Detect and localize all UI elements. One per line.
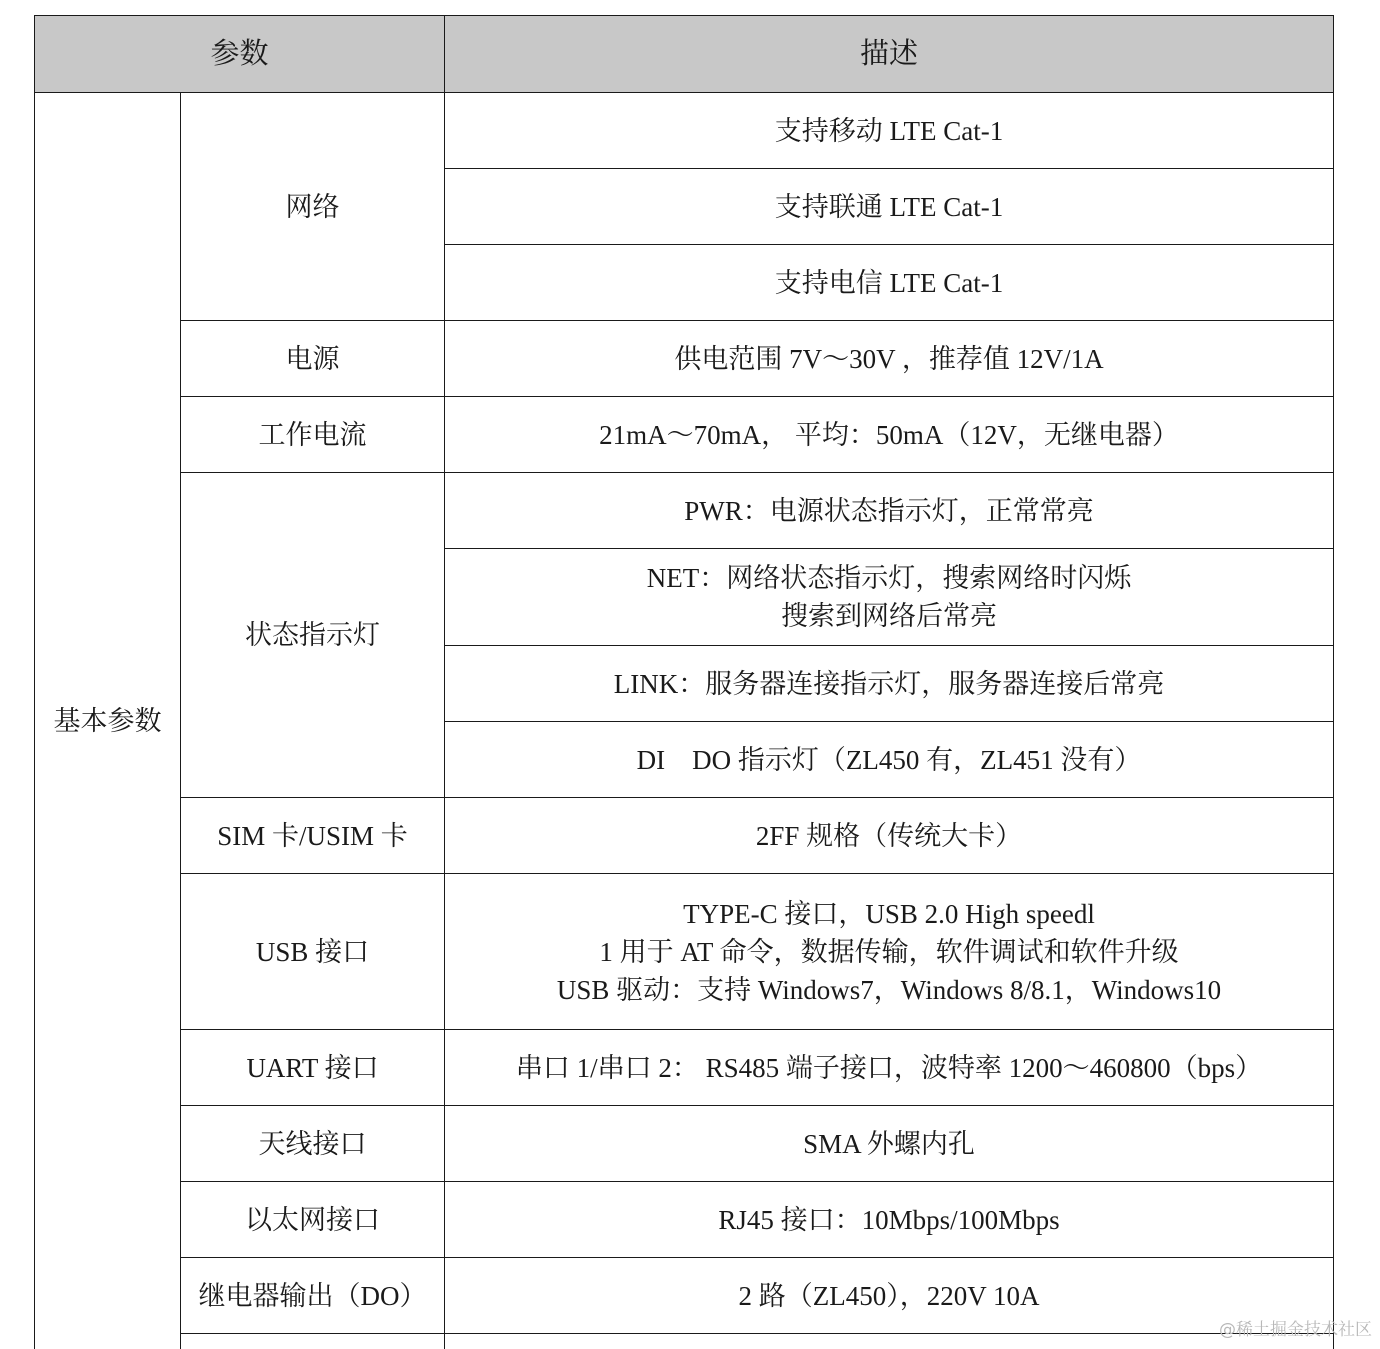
- row-label-ethernet: 以太网接口: [181, 1182, 445, 1258]
- table-row: [35, 1106, 1334, 1182]
- sim-desc: 2FF 规格（传统大卡）: [445, 798, 1334, 874]
- power-desc: 供电范围 7V～30V ，推荐值 12V/1A: [445, 321, 1334, 397]
- row-label-usb: USB 接口: [181, 874, 445, 1030]
- relay-desc: 2 路（ZL450），220V 10A: [445, 1258, 1334, 1334]
- row-label-current: 工作电流: [181, 397, 445, 473]
- network-line-1: 支持移动 LTE Cat-1: [445, 93, 1334, 169]
- row-label-leds: 状态指示灯: [181, 473, 445, 798]
- table-row: [35, 93, 1334, 169]
- led-link-desc: LINK：服务器连接指示灯，服务器连接后常亮: [445, 646, 1334, 722]
- usb-line-1: TYPE-C 接口，USB 2.0 High speedl: [451, 895, 1327, 933]
- table-row: [35, 874, 1334, 1030]
- header-row: [35, 16, 1334, 93]
- row-label-power: 电源: [181, 321, 445, 397]
- table-row: [35, 1182, 1334, 1258]
- header-param: 参数: [35, 16, 445, 93]
- uart-desc: 串口 1/串口 2： RS485 端子接口，波特率 1200～460800（bps）: [445, 1030, 1334, 1106]
- table-row: [35, 397, 1334, 473]
- table-row: [35, 798, 1334, 874]
- usb-line-3: USB 驱动：支持 Windows7，Windows 8/8.1，Windows10: [451, 971, 1327, 1009]
- row-label-network: 网络: [181, 93, 445, 321]
- watermark: @稀土掘金技术社区: [1219, 1315, 1372, 1340]
- table-row: [35, 321, 1334, 397]
- network-line-3: 支持电信 LTE Cat-1: [445, 245, 1334, 321]
- led-net-desc: [445, 549, 1334, 646]
- row-label-antenna: 天线接口: [181, 1106, 445, 1182]
- partial-desc-cell: [445, 1334, 1334, 1349]
- row-label-uart: UART 接口: [181, 1030, 445, 1106]
- network-line-2: 支持联通 LTE Cat-1: [445, 169, 1334, 245]
- led-net-line-2: 搜索到网络后常亮: [451, 597, 1327, 635]
- current-desc: 21mA～70mA， 平均：50mA（12V，无继电器）: [445, 397, 1334, 473]
- header-desc: 描述: [445, 16, 1334, 93]
- table-row: [35, 1030, 1334, 1106]
- usb-line-2: 1 用于 AT 命令，数据传输，软件调试和软件升级: [451, 933, 1327, 971]
- led-net-line-1: NET：网络状态指示灯，搜索网络时闪烁: [451, 559, 1327, 597]
- usb-desc: [445, 874, 1334, 1030]
- antenna-desc: SMA 外螺内孔: [445, 1106, 1334, 1182]
- row-label-relay: 继电器输出（DO）: [181, 1258, 445, 1334]
- spec-table: [34, 15, 1334, 1349]
- led-dido-desc: DI DO 指示灯（ZL450 有，ZL451 没有）: [445, 722, 1334, 798]
- led-pwr-desc: PWR：电源状态指示灯，正常常亮: [445, 473, 1334, 549]
- table-row-partial: [35, 1334, 1334, 1349]
- category-cell: 基本参数: [35, 93, 181, 1349]
- table-row: [35, 473, 1334, 549]
- ethernet-desc: RJ45 接口：10Mbps/100Mbps: [445, 1182, 1334, 1258]
- table-row: [35, 1258, 1334, 1334]
- partial-label-cell: [181, 1334, 445, 1349]
- row-label-sim: SIM 卡/USIM 卡: [181, 798, 445, 874]
